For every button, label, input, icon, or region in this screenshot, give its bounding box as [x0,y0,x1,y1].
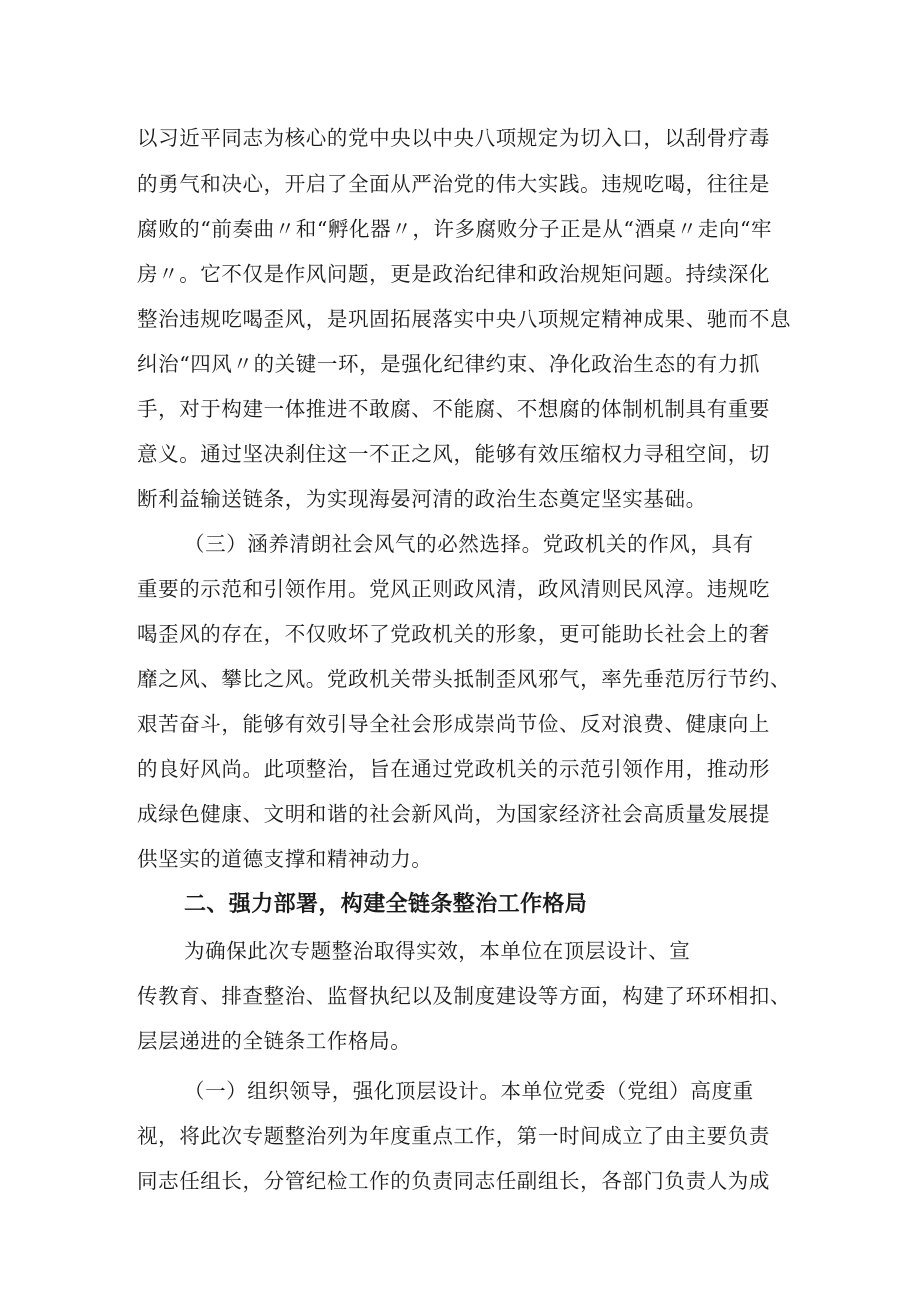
body-text-line: 腐败的“前奏曲〃和“孵化器〃，许多腐败分子正是从“酒桌〃走向“牢 [137,217,773,241]
body-text-line: 视，将此次专题整治列为年度重点工作，第一时间成立了由主要负责 [137,1124,770,1148]
body-text-line: 房〃。它不仅是作风问题，更是政治纪律和政治规矩问题。持续深化 [137,262,770,286]
body-text-line: 的勇气和决心，开启了全面从严治党的伟大实践。违规吃喝，往往是 [137,172,770,196]
body-text-line: 为确保此次专题整治取得实效，本单位在顶层设计、宣 [184,939,691,963]
body-text-line: 纠治“四风〃的关键一环，是强化纪律约束、净化政治生态的有力抓 [137,352,760,376]
body-text-line: （一）组织领导，强化顶层设计。本单位党委（党组）高度重 [184,1079,754,1103]
body-text-line: 以习近平同志为核心的党中央以中央八项规定为切入口，以刮骨疗毒 [137,126,770,150]
body-text-line: 意义。通过坚决刹住这一不正之风，能够有效压缩权力寻租空间，切 [137,442,770,466]
body-text-line: （三）涵养清朗社会风气的必然选择。党政机关的作风，具有 [184,532,754,556]
body-text-line: 喝歪风的存在，不仅败坏了党政机关的形象，更可能助长社会上的奢 [137,622,770,646]
body-text-line: 传教育、排查整治、监督执纪以及制度建设等方面，构建了环环相扣、 [137,984,792,1008]
body-text-line: 靡之风、攀比之风。党政机关带头抵制歪风邪气，率先垂范厉行节约、 [137,667,792,691]
body-text-line: 艰苦奋斗，能够有效引导全社会形成崇尚节俭、反对浪费、健康向上 [137,712,770,736]
body-text-line: 层层递进的全链条工作格局。 [137,1029,412,1053]
body-text-line: 供坚实的道德支撑和精神动力。 [137,847,433,871]
body-text-line: 的良好风尚。此项整治，旨在通过党政机关的示范引领作用，推动形 [137,757,770,781]
body-text-line: 重要的示范和引领作用。党风正则政风清，政风清则民风淳。违规吃 [137,577,770,601]
body-text-line: 断利益输送链条，为实现海晏河清的政治生态奠定坚实基础。 [137,487,707,511]
body-text-line: 成绿色健康、文明和谐的社会新风尚，为国家经济社会高质量发展提 [137,802,770,826]
body-text-line: 整治违规吃喝歪风，是巩固拓展落实中央八项规定精神成果、驰而不息 [137,307,792,331]
section-heading: 二、强力部署，构建全链条整治工作格局 [184,892,588,917]
body-text-line: 同志任组长，分管纪检工作的负责同志任副组长，各部门负责人为成 [137,1169,770,1193]
body-text-line: 手，对于构建一体推进不敢腐、不能腐、不想腐的体制机制具有重要 [137,397,770,421]
